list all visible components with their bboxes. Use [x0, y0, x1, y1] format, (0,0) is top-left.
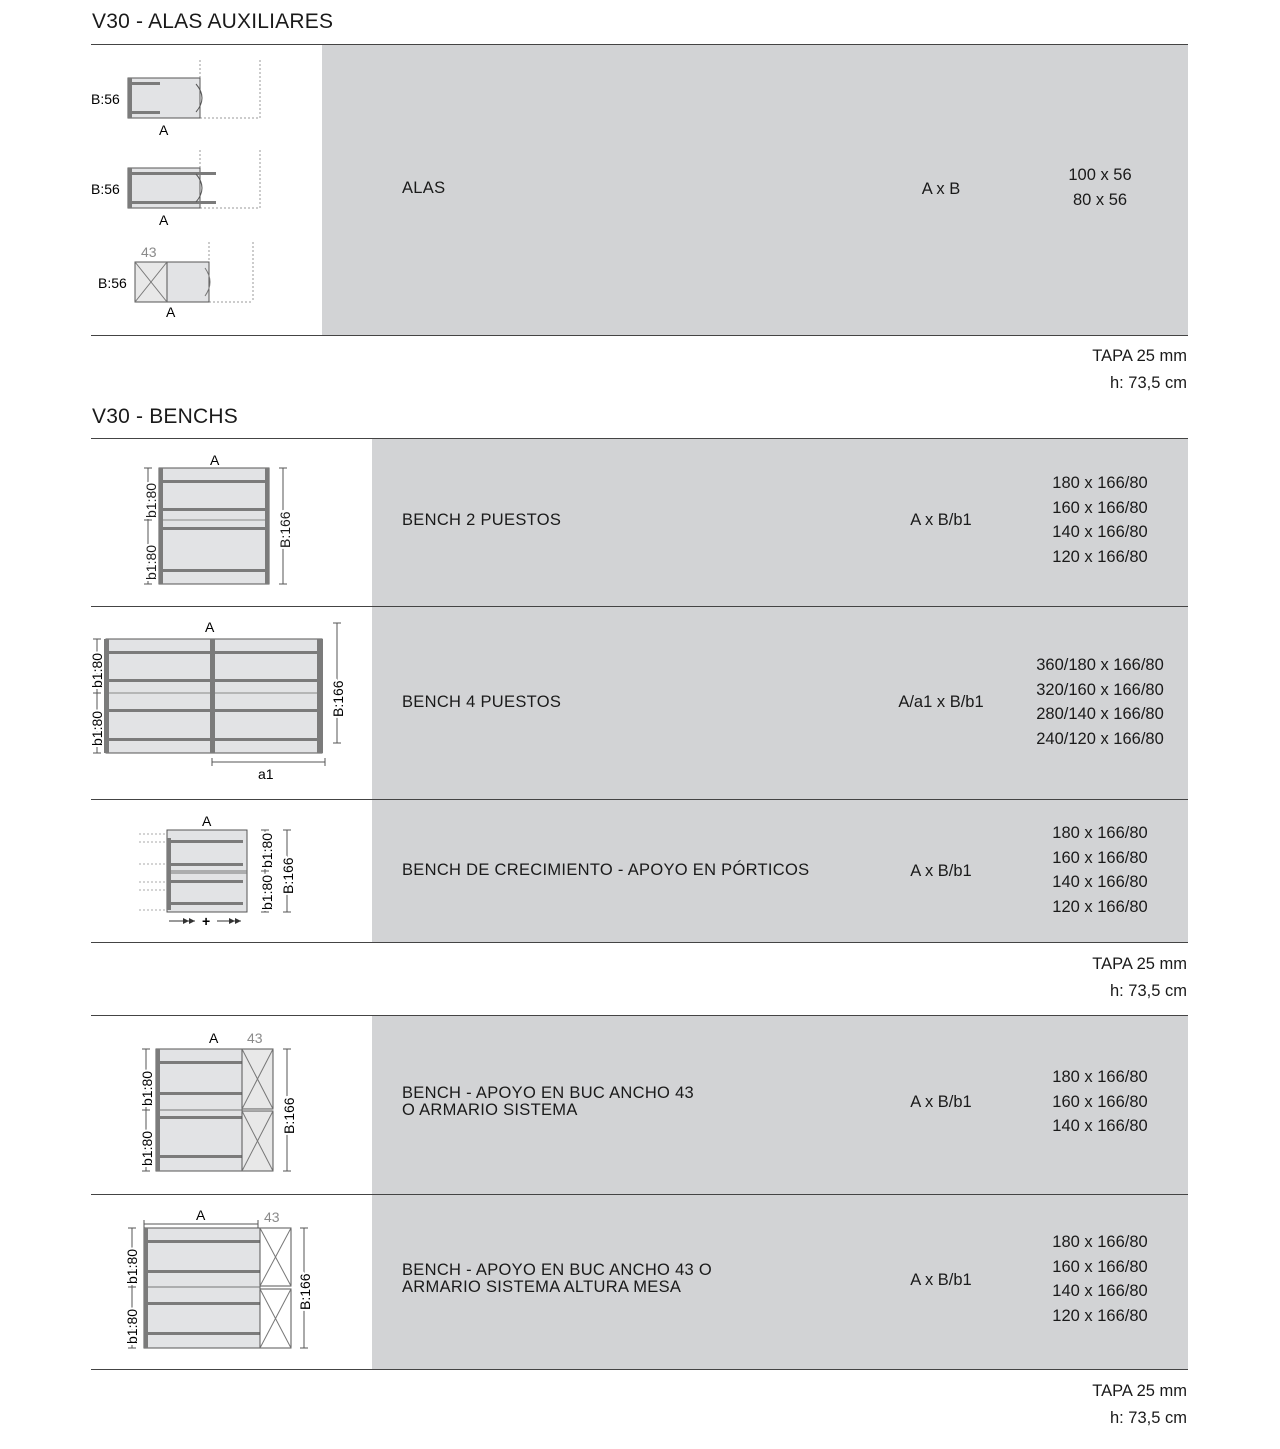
size-value: 320/160 x 166/80 [1036, 680, 1164, 699]
section-title-benchs: V30 - BENCHS [92, 405, 238, 428]
dim-b1-label: b1:80 [259, 832, 275, 868]
row-sizes-buc-2 [1010, 1230, 1190, 1328]
size-value: 120 x 166/80 [1052, 547, 1148, 566]
dim-b-label: B:56 [91, 181, 120, 197]
size-value: 180 x 166/80 [1052, 474, 1148, 492]
size-value: 120 x 166/80 [1052, 1306, 1148, 1325]
dim-b-label: B:166 [277, 511, 293, 548]
size-value: 280/140 x 166/80 [1036, 705, 1164, 724]
dim-b-label: B:166 [330, 680, 346, 717]
divider [91, 942, 1188, 943]
row-sizes-alas [1010, 163, 1190, 212]
size-value: 140 x 166/80 [1052, 873, 1148, 892]
row-sizes-bench-crec [1010, 821, 1190, 919]
dim-b-label: B:56 [98, 275, 127, 291]
dim-a-label: A [209, 1030, 219, 1046]
dim-b-label: B:166 [281, 1097, 297, 1134]
dim-a-label: A [196, 1207, 206, 1223]
diagram-bench-2 [135, 448, 305, 598]
row-sizes-buc-1 [1010, 1065, 1190, 1139]
note-height: h: 73,5 cm [1109, 1409, 1187, 1427]
diagram-buc-2 [118, 1204, 318, 1354]
dim-b-label: B:166 [280, 857, 296, 894]
size-value: 240/120 x 166/80 [1036, 729, 1164, 748]
row-formula-bench-2: A x B/b1 [910, 511, 972, 529]
diagram-bench-4 [88, 615, 358, 787]
size-value: 120 x 166/80 [1052, 897, 1148, 916]
plus-label: + [202, 913, 211, 929]
row-formula-bench-4: A/a1 x B/b1 [898, 693, 984, 711]
dim-b1-label: b1:80 [143, 482, 159, 518]
dim-a-label: A [202, 813, 212, 829]
dim-a-label: A [210, 452, 220, 468]
diagram-ala-1 [88, 56, 268, 140]
dim-a-label: A [166, 304, 176, 320]
divider [91, 335, 1188, 336]
dim-43-label: 43 [141, 244, 157, 260]
dim-b1-label: b1:80 [259, 874, 275, 910]
row-label-alas: ALAS [402, 179, 446, 197]
dim-b-label: B:56 [91, 91, 120, 107]
size-value: 100 x 56 [1068, 166, 1132, 184]
size-value: 360/180 x 166/80 [1036, 656, 1164, 674]
dim-b1-label: b1:80 [89, 710, 105, 746]
note-tapa: TAPA 25 mm [1092, 1382, 1187, 1400]
dim-b1-label: b1:80 [139, 1130, 155, 1166]
size-value: 160 x 166/80 [1052, 498, 1148, 517]
row-label-buc-1 [402, 1085, 694, 1119]
note-benchs [1092, 951, 1187, 1005]
diagram-bench-crec [135, 810, 305, 935]
section-title-alas: V30 - ALAS AUXILIARES [92, 10, 334, 33]
dim-43-label: 43 [264, 1209, 280, 1225]
dim-a-label: A [205, 619, 215, 635]
size-value: 160 x 166/80 [1052, 1257, 1148, 1276]
row-formula-bench-crec: A x B/b1 [910, 862, 972, 880]
dim-43-label: 43 [247, 1030, 263, 1046]
note-height: h: 73,5 cm [1109, 374, 1187, 392]
note-tapa: TAPA 25 mm [1092, 347, 1187, 365]
dim-a-label: A [159, 122, 169, 138]
row-label-line: BENCH - APOYO EN BUC ANCHO 43 O [402, 1261, 713, 1279]
dim-b1-label: b1:80 [124, 1248, 140, 1284]
divider [91, 1369, 1188, 1370]
row-label-line: ARMARIO SISTEMA ALTURA MESA [402, 1278, 682, 1296]
row-formula-alas: A x B [921, 180, 961, 198]
row-formula-buc-1: A x B/b1 [910, 1093, 972, 1111]
size-value: 180 x 166/80 [1052, 1068, 1148, 1086]
row-label-bench-2: BENCH 2 PUESTOS [402, 511, 562, 529]
row-formula-buc-2: A x B/b1 [910, 1271, 972, 1289]
row-label-buc-2 [402, 1262, 712, 1296]
row-label-bench-4: BENCH 4 PUESTOS [402, 693, 562, 711]
size-value: 140 x 166/80 [1052, 523, 1148, 542]
size-value: 180 x 166/80 [1052, 824, 1148, 842]
row-label-line: O ARMARIO SISTEMA [402, 1101, 578, 1119]
row-label-line: BENCH - APOYO EN BUC ANCHO 43 [402, 1084, 695, 1102]
size-value: 80 x 56 [1072, 190, 1128, 209]
dim-a-label: A [159, 212, 169, 228]
note-buc [1092, 1378, 1187, 1432]
dim-b1-label: b1:80 [143, 544, 159, 580]
diagram-ala-2 [88, 146, 268, 230]
dim-b1-label: b1:80 [89, 652, 105, 688]
dim-b1-label: b1:80 [139, 1070, 155, 1106]
size-value: 180 x 166/80 [1052, 1233, 1148, 1251]
note-height: h: 73,5 cm [1109, 982, 1187, 1000]
dim-b1-label: b1:80 [124, 1308, 140, 1344]
row-label-bench-crec: BENCH DE CRECIMIENTO - APOYO EN PÓRTICOS [402, 861, 810, 879]
note-alas [1092, 343, 1187, 397]
diagram-buc-1 [135, 1026, 310, 1176]
note-tapa: TAPA 25 mm [1092, 955, 1187, 973]
dim-b-label: B:166 [297, 1273, 313, 1310]
row-sizes-bench-4 [1010, 653, 1190, 751]
row-sizes-bench-2 [1010, 471, 1190, 569]
dim-a1-label: a1 [258, 766, 274, 782]
diagram-ala-3 [95, 240, 275, 324]
size-value: 140 x 166/80 [1052, 1282, 1148, 1301]
size-value: 160 x 166/80 [1052, 1092, 1148, 1111]
size-value: 160 x 166/80 [1052, 848, 1148, 867]
size-value: 140 x 166/80 [1052, 1117, 1148, 1136]
